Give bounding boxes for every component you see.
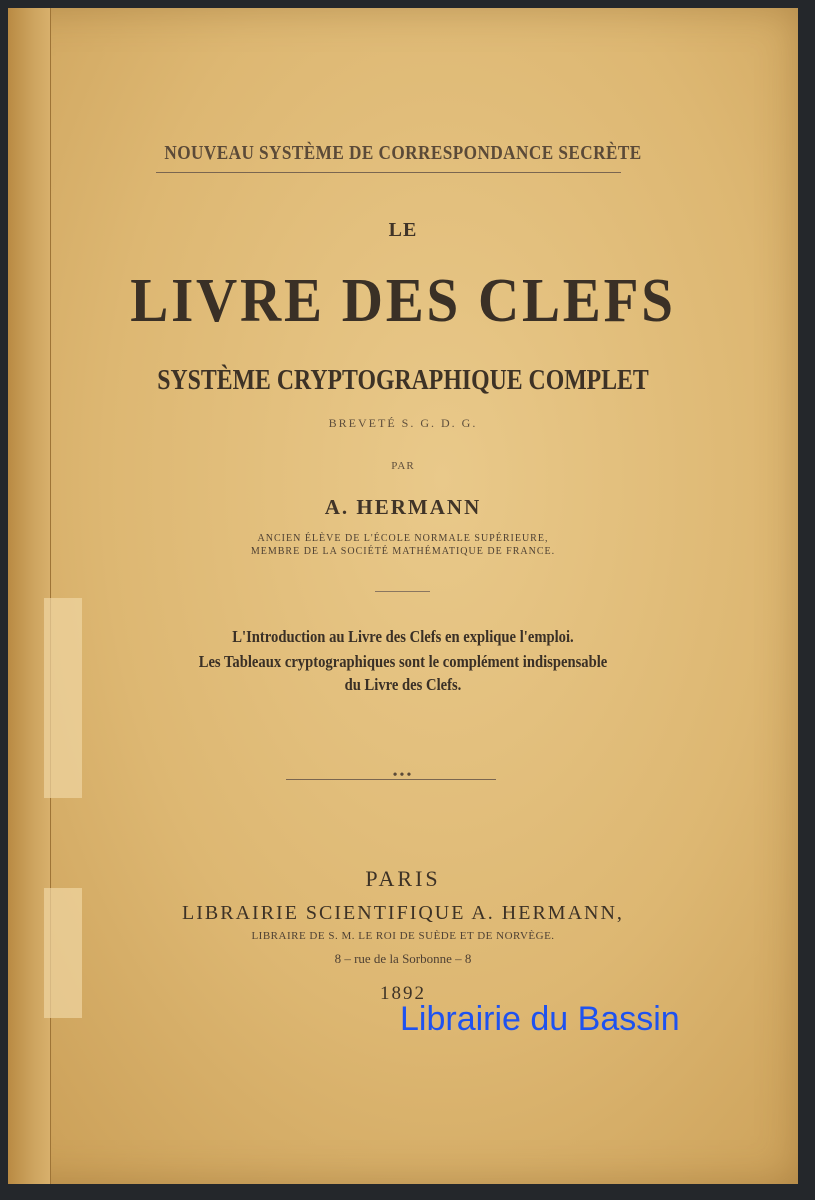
intro-line: Les Tableaux cryptographiques sont le complément indispensable xyxy=(198,652,608,671)
divider-rule xyxy=(375,591,430,592)
book-subtitle: SYSTÈME CRYPTOGRAPHIQUE COMPLET xyxy=(157,364,649,396)
intro-line: L'Introduction au Livre des Clefs en explique l'emploi. xyxy=(232,627,574,646)
patent-notice: BREVETÉ S. G. D. G. xyxy=(328,416,478,430)
by-label: PAR xyxy=(391,460,415,472)
ornament-dots: ••• xyxy=(392,768,414,783)
title-article: LE xyxy=(388,219,418,241)
publication-city: PARIS xyxy=(365,866,441,891)
publisher-address: 8 – rue de la Sorbonne – 8 xyxy=(334,951,472,966)
publication-year: 1892 xyxy=(380,983,426,1004)
publisher-detail: LIBRAIRE DE S. M. LE ROI DE SUÈDE ET DE NORVÈGE. xyxy=(251,930,555,942)
intro-line: du Livre des Clefs. xyxy=(344,675,462,694)
publisher-name: LIBRAIRIE SCIENTIFIQUE A. HERMANN, xyxy=(182,902,624,924)
series-title: NOUVEAU SYSTÈME DE CORRESPONDANCE SECRÈTE xyxy=(164,142,642,164)
author-credential: MEMBRE DE LA SOCIÉTÉ MATHÉMATIQUE DE FRANCE. xyxy=(250,546,556,557)
author-name: A. HERMANN xyxy=(324,495,482,519)
author-credential: ANCIEN ÉLÈVE DE L'ÉCOLE NORMALE SUPÉRIEURE, xyxy=(257,533,549,544)
bookseller-watermark: Librairie du Bassin xyxy=(400,1000,680,1038)
book-title: LIVRE DES CLEFS xyxy=(130,267,676,335)
divider-rule xyxy=(156,172,621,173)
